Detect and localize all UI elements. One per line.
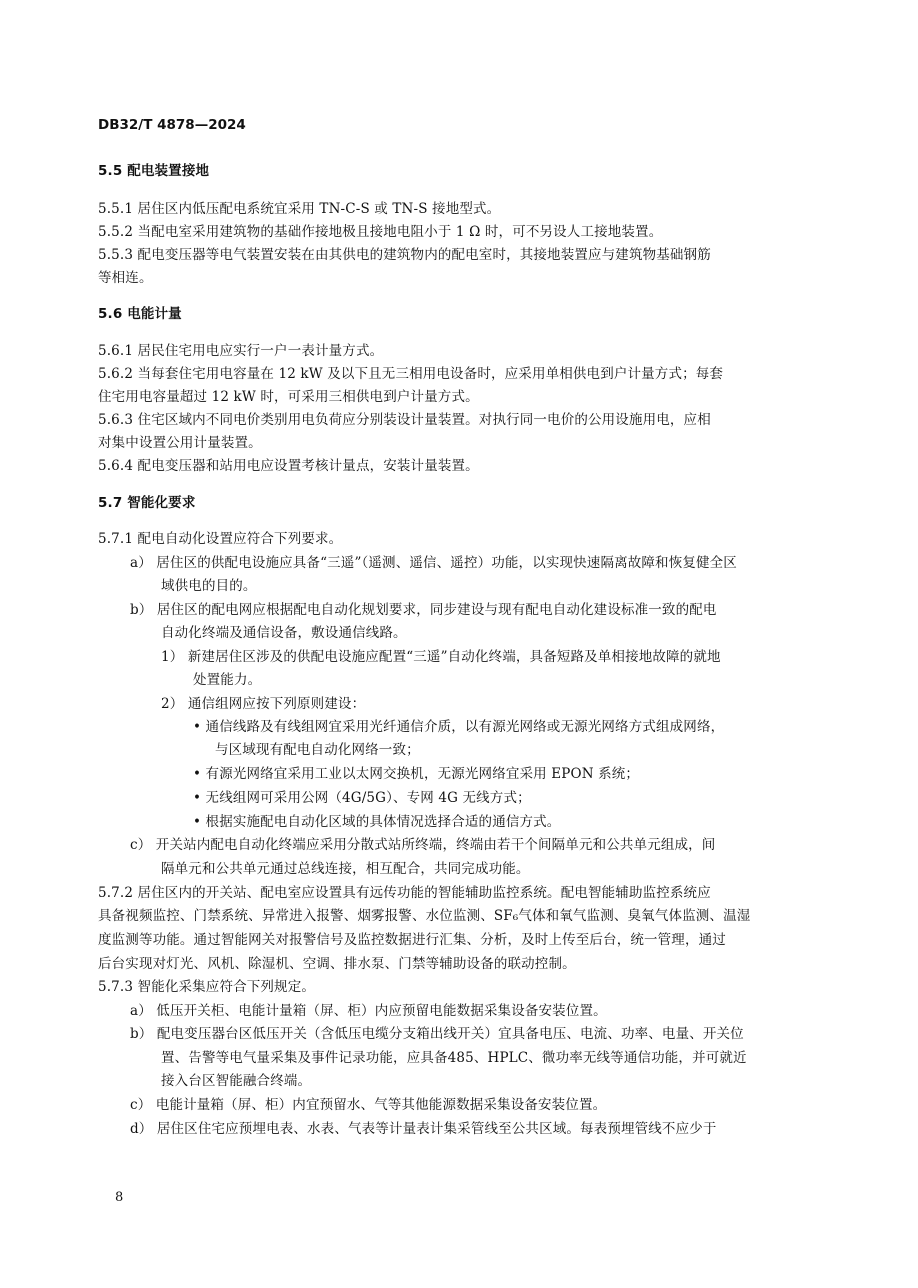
- text-line: c） 电能计量箱（屏、柜）内宜预留水、气等其他能源数据采集设备安装位置。: [130, 1097, 607, 1113]
- text-line: 与区域现有配电自动化网络一致；: [215, 742, 420, 758]
- section-heading: 5.5 配电装置接地: [98, 163, 210, 179]
- text-line: 等相连。: [98, 270, 153, 286]
- text-line: 5.7.2 居住区内的开关站、配电室应设置具有远传功能的智能辅助监控系统。配电智能辅助监控系统应: [98, 885, 711, 901]
- text-line: 1） 新建居住区涉及的供配电设施应配置“三遥”自动化终端，具备短路及单相接地故障的就地: [161, 649, 721, 665]
- text-line: 置、告警等电气量采集及事件记录功能，应具备485、HPLC、微功率无线等通信功能，并可就近: [161, 1050, 747, 1066]
- text-line: 5.5.2 当配电室采用建筑物的基础作接地极且接地电阻小于 1 Ω 时，可不另设人工接地装置。: [98, 224, 663, 240]
- text-line: 5.6.2 当每套住宅用电容量在 12 kW 及以下且无三相用电设备时，应采用单相供电到户计量方式；每套: [98, 366, 724, 382]
- text-line: • 根据实施配电自动化区域的具体情况选择合适的通信方式。: [193, 814, 561, 830]
- text-line: b） 居住区的配电网应根据配电自动化规划要求，同步建设与现有配电自动化建设标准一致的配电: [130, 602, 717, 618]
- text-line: 住宅用电容量超过 12 kW 时，可采用三相供电到户计量方式。: [98, 389, 479, 405]
- text-line: • 有源光网络宜采用工业以太网交换机，无源光网络宜采用 EPON 系统；: [193, 766, 640, 782]
- text-line: d） 居住区住宅应预埋电表、水表、气表等计量表计集采管线至公共区域。每表预埋管线不应少于: [130, 1121, 717, 1137]
- text-line: • 通信线路及有线组网宜采用光纤通信介质，以有源光网络或无源光网络方式组成网络，: [193, 719, 725, 735]
- text-line: a） 居住区的供配电设施应具备“三遥”（遥测、遥信、遥控）功能，以实现快速隔离故障和恢复健全区: [130, 555, 737, 571]
- text-line: 接入台区智能融合终端。: [161, 1073, 312, 1089]
- text-line: 5.6.4 配电变压器和站用电应设置考核计量点，安装计量装置。: [98, 458, 479, 474]
- text-line: 5.6.1 居民住宅用电应实行一户一表计量方式。: [98, 343, 384, 359]
- text-line: b） 配电变压器台区低压开关（含低压电缆分支箱出线开关）宜具备电压、电流、功率、电量、开关位: [130, 1026, 744, 1042]
- text-line: 5.7.1 配电自动化设置应符合下列要求。: [98, 531, 343, 547]
- text-line: 具备视频监控、门禁系统、异常进入报警、烟雾报警、水位监测、SF₆气体和氧气监测、臭氧气体监测、温湿: [98, 908, 751, 924]
- text-line: 隔单元和公共单元通过总线连接，相互配合，共同完成功能。: [161, 861, 530, 877]
- text-line: 5.5.3 配电变压器等电气装置安装在由其供电的建筑物内的配电室时，其接地装置应与建筑物基础钢筋: [98, 247, 711, 263]
- text-line: 自动化终端及通信设备，敷设通信线路。: [161, 625, 407, 641]
- text-line: 处置能力。: [193, 672, 262, 688]
- text-line: 对集中设置公用计量装置。: [98, 435, 262, 451]
- text-line: 5.6.3 住宅区域内不同电价类别用电负荷应分别装设计量装置。对执行同一电价的公用设施用电，应相: [98, 412, 711, 428]
- text-line: c） 开关站内配电自动化终端应采用分散式站所终端，终端由若干个间隔单元和公共单元组成，间: [130, 837, 716, 853]
- section-heading: 5.6 电能计量: [98, 306, 182, 322]
- text-line: a） 低压开关柜、电能计量箱（屏、柜）内应预留电能数据采集设备安装位置。: [130, 1003, 607, 1019]
- section-heading: 5.7 智能化要求: [98, 495, 196, 511]
- document-code: DB32/T 4878—2024: [98, 117, 246, 133]
- text-line: 5.5.1 居住区内低压配电系统宜采用 TN-C-S 或 TN-S 接地型式。: [98, 201, 501, 217]
- text-line: 度监测等功能。通过智能网关对报警信号及监控数据进行汇集、分析，及时上传至后台，统一管理，通过: [98, 932, 726, 948]
- text-line: 2） 通信组网应按下列原则建设：: [161, 696, 366, 712]
- text-line: 后台实现对灯光、风机、除湿机、空调、排水泵、门禁等辅助设备的联动控制。: [98, 956, 576, 972]
- text-line: 5.7.3 智能化采集应符合下列规定。: [98, 979, 315, 995]
- text-line: 域供电的目的。: [161, 578, 257, 594]
- page-number: 8: [115, 1190, 124, 1205]
- text-line: • 无线组网可采用公网（4G/5G）、专网 4G 无线方式；: [193, 790, 531, 806]
